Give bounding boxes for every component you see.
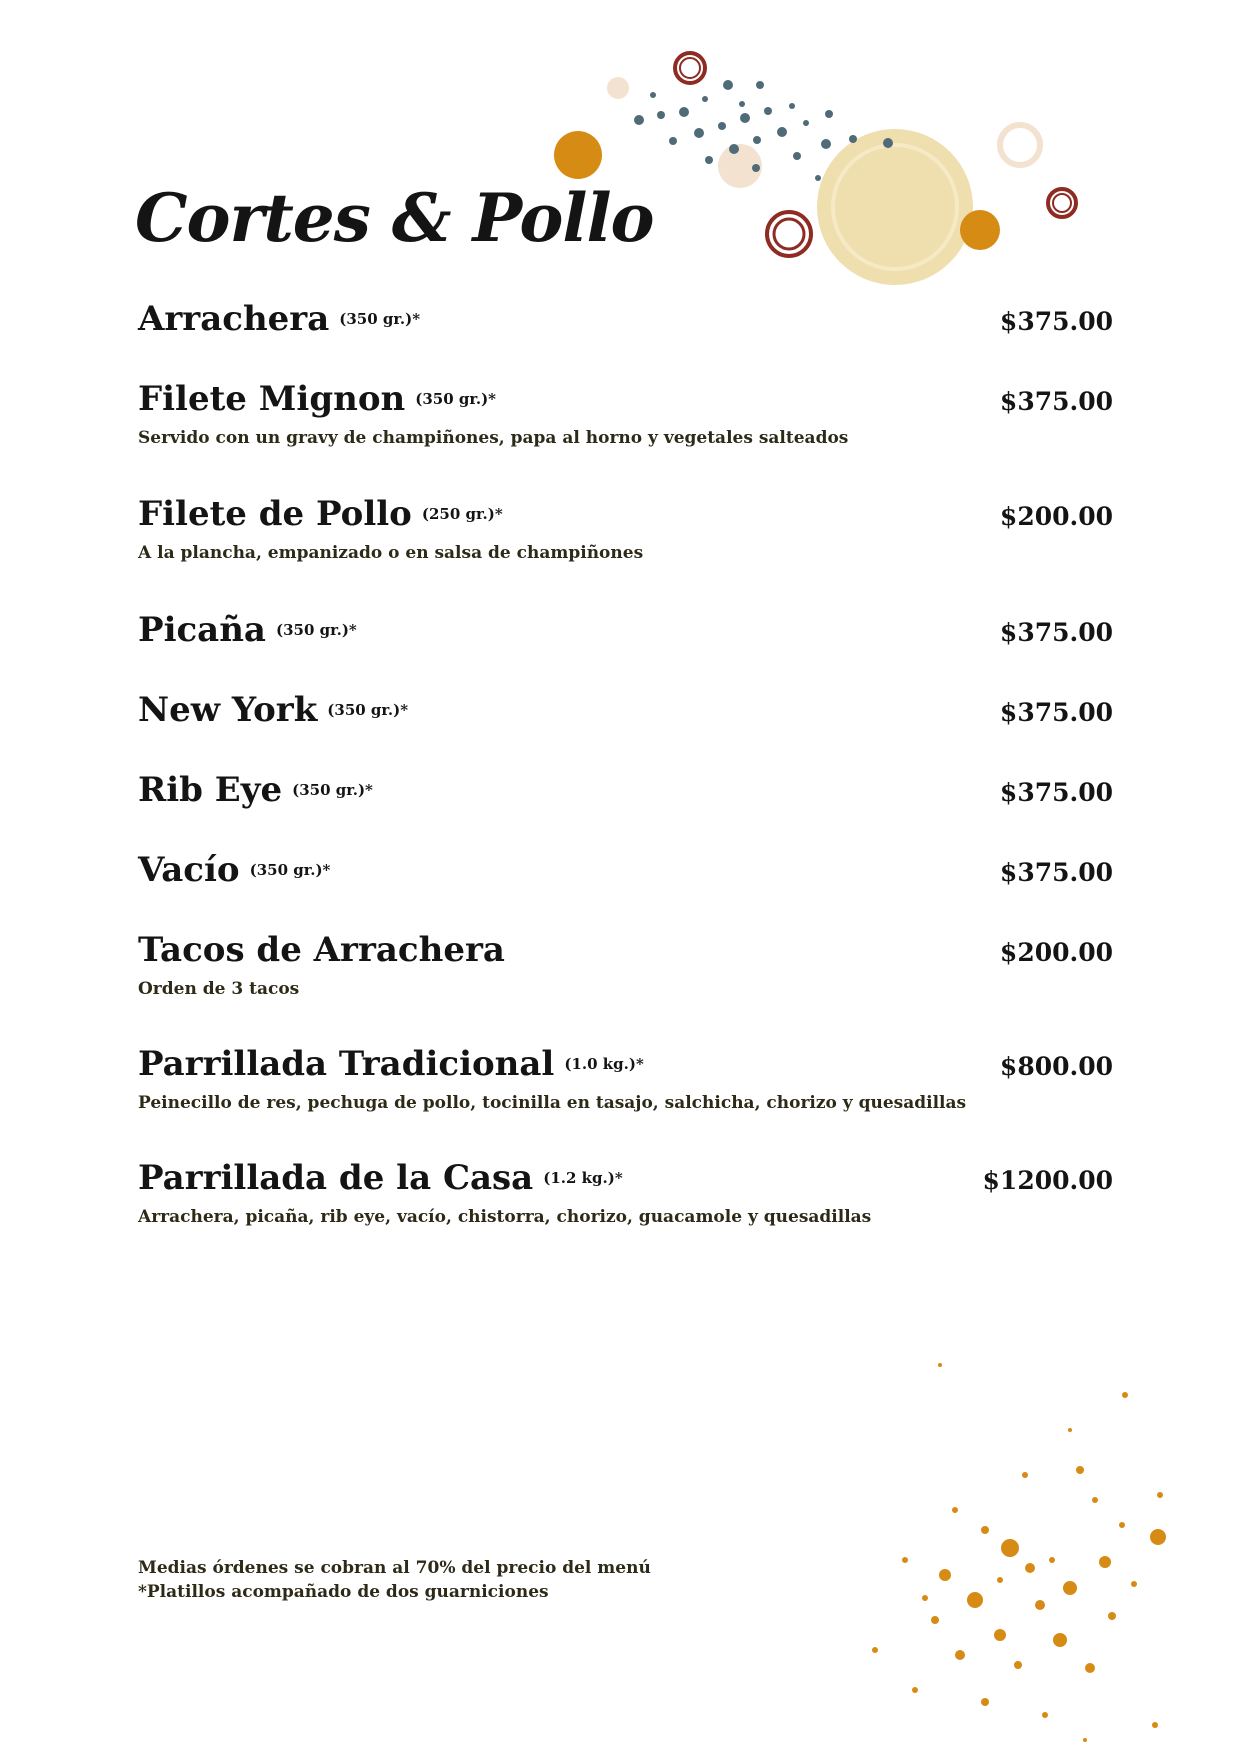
red-ring-left-inner: [774, 219, 804, 249]
menu-item: [138, 1158, 1113, 1227]
menu-item: [138, 770, 1113, 810]
item-description: Orden de 3 tacos: [138, 979, 300, 999]
item-name: Vacío: [138, 850, 240, 890]
item-portion: (250 gr.)*: [421, 505, 503, 523]
item-price: $375.00: [999, 307, 1113, 336]
red-ring-top: [675, 53, 705, 83]
orange-splatter: [872, 1363, 1166, 1742]
footer-notes: [138, 1556, 651, 1604]
item-name: Rib Eye: [138, 770, 283, 810]
half-order-note: Medias órdenes se cobran al 70% del precio del menú: [138, 1558, 651, 1578]
item-price: $200.00: [999, 502, 1113, 531]
item-name: New York: [138, 690, 318, 730]
item-name: Picaña: [138, 610, 266, 650]
item-portion: (350 gr.)*: [292, 781, 373, 799]
item-name: Parrillada de la Casa: [138, 1158, 534, 1198]
item-price: $1200.00: [982, 1166, 1113, 1195]
item-price: $375.00: [999, 698, 1113, 727]
item-price: $800.00: [999, 1052, 1113, 1081]
item-name: Arrachera: [138, 299, 330, 339]
item-description: Servido con un gravy de champiñones, papa al horno y vegetales salteados: [138, 428, 849, 448]
item-price: $375.00: [999, 387, 1113, 416]
item-name: Tacos de Arrachera: [138, 930, 505, 970]
item-portion: (350 gr.)*: [415, 390, 497, 408]
menu-item: [138, 610, 1113, 650]
item-portion: (1.0 kg.)*: [564, 1055, 644, 1073]
teal-dots: [634, 80, 893, 181]
menu-item: [138, 1044, 1113, 1113]
red-ring-right-inner: [1053, 194, 1071, 212]
item-description: Arrachera, picaña, rib eye, vacío, chistorra, chorizo, guacamole y quesadillas: [138, 1207, 872, 1227]
item-portion: (350 gr.)*: [249, 861, 331, 879]
sides-note: *Platillos acompañado de dos guarniciones: [138, 1582, 549, 1602]
item-portion: (1.2 kg.)*: [543, 1169, 623, 1187]
menu-item: [138, 850, 1113, 890]
item-price: $375.00: [999, 858, 1113, 887]
orange-blob: [554, 131, 602, 179]
light-beige-dot: [607, 77, 629, 99]
red-ring-top-inner: [680, 58, 700, 78]
page-title: Cortes & Pollo: [135, 179, 654, 257]
item-portion: (350 gr.)*: [327, 701, 409, 719]
red-ring-right: [1048, 189, 1076, 217]
orange-blob-small: [960, 210, 1000, 250]
item-price: $375.00: [999, 618, 1113, 647]
menu-item: [138, 299, 1113, 339]
item-description: A la plancha, empanizado o en salsa de champiñones: [138, 543, 644, 563]
beige-ring: [833, 145, 957, 269]
beige-blob: [817, 129, 973, 285]
item-portion: (350 gr.)*: [275, 621, 357, 639]
item-price: $375.00: [999, 778, 1113, 807]
menu-item: [138, 930, 1113, 999]
item-name: Filete de Pollo: [138, 494, 412, 534]
item-name: Parrillada Tradicional: [138, 1044, 555, 1084]
light-beige-blob: [718, 144, 762, 188]
menu-item: [138, 494, 1113, 563]
item-portion: (350 gr.)*: [339, 310, 421, 328]
item-description: Peinecillo de res, pechuga de pollo, tocinilla en tasajo, salchicha, chorizo y quesadillas: [138, 1093, 967, 1113]
item-name: Filete Mignon: [138, 379, 406, 419]
red-ring-left: [767, 212, 811, 256]
light-beige-ring: [1000, 125, 1040, 165]
menu-item: [138, 379, 1113, 448]
menu-item: [138, 690, 1113, 730]
item-price: $200.00: [999, 938, 1113, 967]
